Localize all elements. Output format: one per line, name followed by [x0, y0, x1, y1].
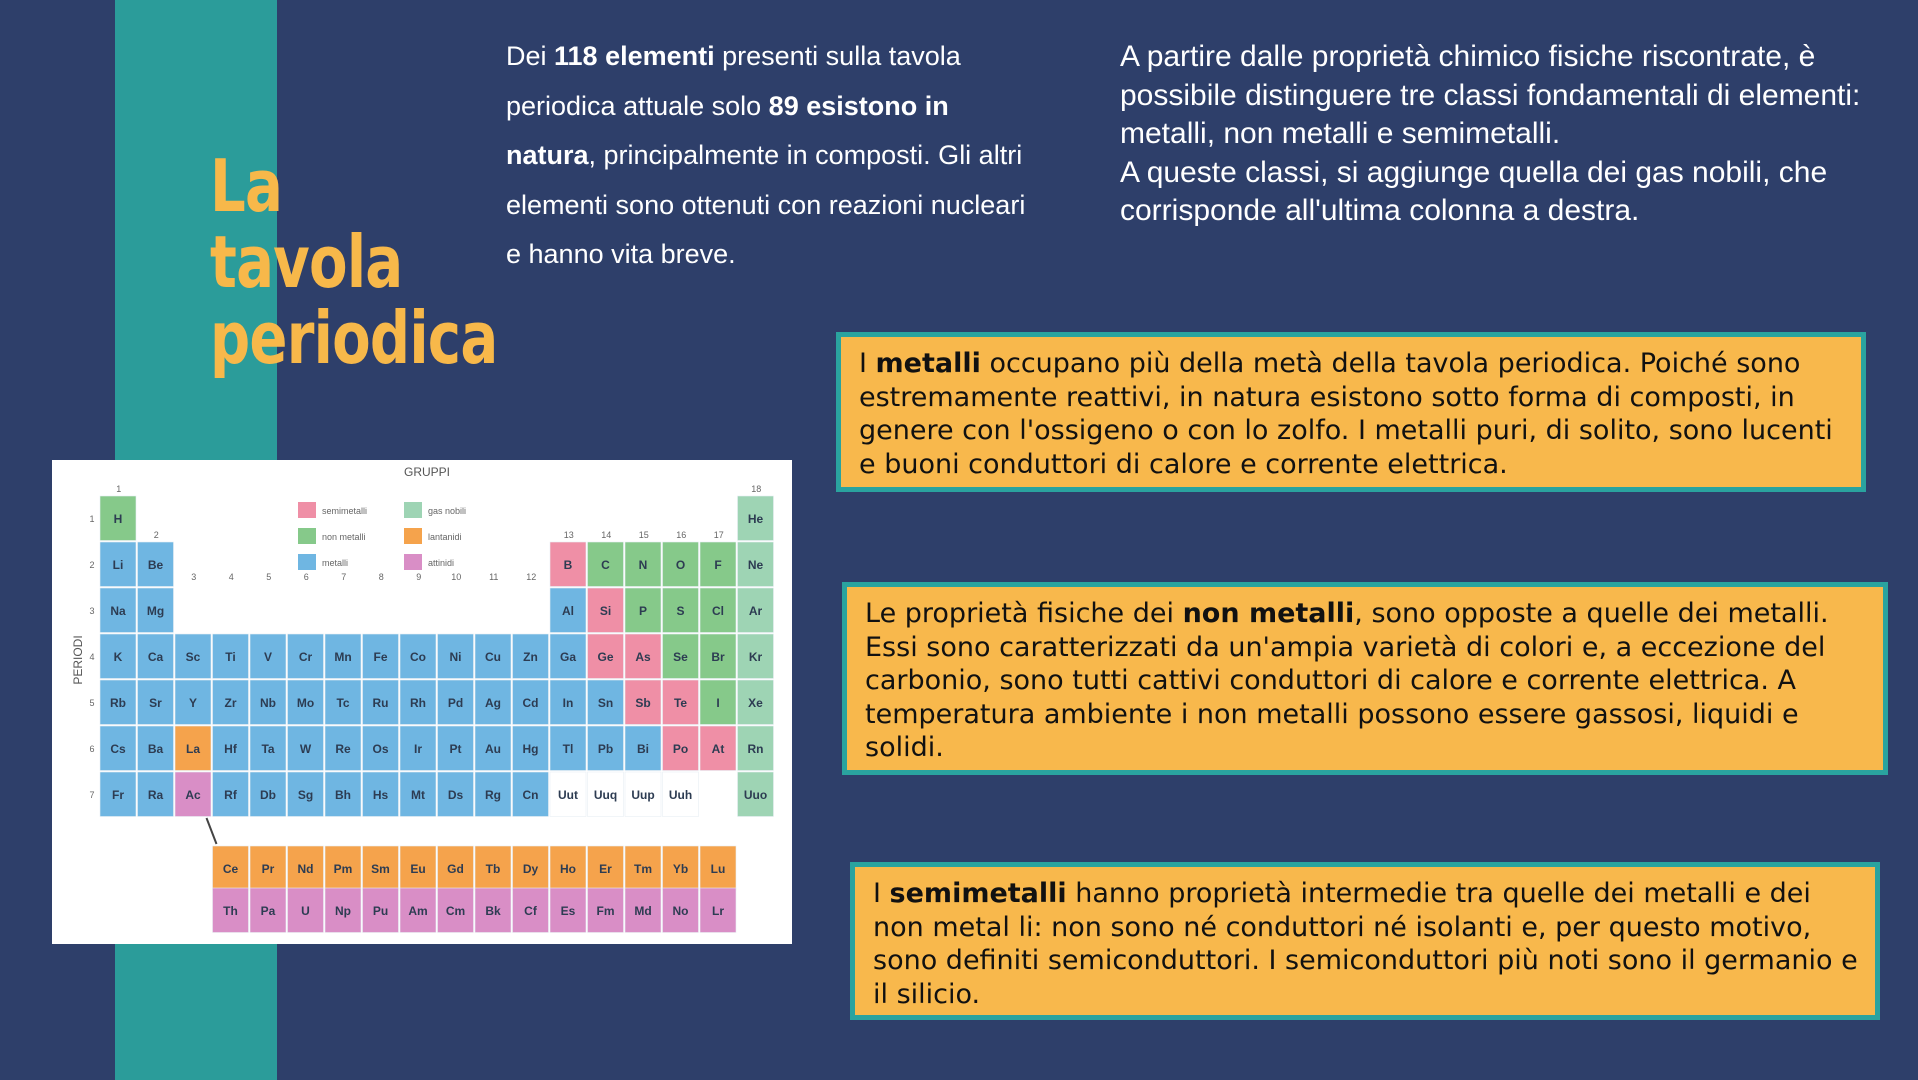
- period-number: 3: [89, 606, 95, 616]
- element-symbol-Ca: Ca: [147, 650, 164, 664]
- element-Te: [663, 680, 699, 725]
- element-Ho: [550, 846, 586, 891]
- element-Al: [550, 588, 586, 633]
- element-symbol-Xe: Xe: [748, 696, 763, 710]
- element-In: [550, 680, 586, 725]
- legend-item: [298, 502, 367, 518]
- element-Ag: [475, 680, 511, 725]
- element-As: [625, 634, 661, 679]
- group-number: 14: [601, 530, 612, 540]
- legend-swatch: [404, 502, 422, 518]
- element-symbol-Na: Na: [110, 604, 126, 618]
- element-Uuq: [588, 772, 624, 817]
- group-number: 3: [191, 572, 197, 582]
- element-symbol-Am: Am: [408, 904, 428, 918]
- element-symbol-Rh: Rh: [410, 696, 426, 710]
- group-number: 1: [116, 484, 122, 494]
- element-symbol-K: K: [113, 650, 123, 664]
- element-Mg: [138, 588, 174, 633]
- element-symbol-Yb: Yb: [672, 862, 689, 876]
- element-Rb: [100, 680, 136, 725]
- element-symbol-Kr: Kr: [748, 650, 763, 664]
- element-symbol-Rn: Rn: [747, 742, 764, 756]
- element-Fm: [588, 888, 624, 933]
- element-symbol-Sr: Sr: [149, 696, 162, 710]
- element-Kr: [738, 634, 774, 679]
- element-symbol-Be: Be: [147, 558, 164, 572]
- element-symbol-Pb: Pb: [597, 742, 614, 756]
- element-symbol-Hf: Hf: [224, 742, 237, 756]
- element-Y: [175, 680, 211, 725]
- legend-item: [298, 528, 366, 544]
- element-symbol-Ar: Ar: [748, 604, 763, 618]
- element-symbol-Hg: Hg: [522, 742, 539, 756]
- element-symbol-S: S: [676, 604, 685, 618]
- element-Eu: [400, 846, 436, 891]
- element-Mn: [325, 634, 361, 679]
- period-number: 4: [89, 652, 95, 662]
- legend-label: semimetalli: [322, 506, 368, 516]
- element-Tc: [325, 680, 361, 725]
- element-symbol-I: I: [716, 696, 720, 710]
- group-number: 12: [526, 572, 537, 582]
- element-Ac: [175, 772, 211, 817]
- element-symbol-Rf: Rf: [224, 788, 237, 802]
- element-symbol-As: As: [635, 650, 651, 664]
- element-Br: [700, 634, 736, 679]
- legend-label: non metalli: [322, 532, 366, 542]
- group-number: 7: [341, 572, 347, 582]
- element-symbol-Db: Db: [260, 788, 276, 802]
- element-Cd: [513, 680, 549, 725]
- element-symbol-Er: Er: [599, 862, 612, 876]
- element-symbol-Fm: Fm: [596, 904, 615, 918]
- element-symbol-U: U: [301, 904, 310, 918]
- element-Ga: [550, 634, 586, 679]
- element-symbol-B: B: [563, 558, 573, 572]
- element-symbol-P: P: [638, 604, 648, 618]
- group-number: 15: [638, 530, 649, 540]
- element-Cs: [100, 726, 136, 771]
- element-symbol-Fr: Fr: [112, 788, 124, 802]
- element-Gd: [438, 846, 474, 891]
- element-symbol-Li: Li: [112, 558, 124, 572]
- element-Hg: [513, 726, 549, 771]
- element-Xe: [738, 680, 774, 725]
- element-symbol-Mg: Mg: [146, 604, 165, 618]
- element-Uuo: [738, 772, 774, 817]
- element-symbol-Sn: Sn: [597, 696, 614, 710]
- element-symbol-Po: Po: [672, 742, 689, 756]
- group-number: 11: [489, 572, 499, 582]
- element-Hs: [363, 772, 399, 817]
- legend-item: [404, 554, 454, 570]
- element-symbol-He: He: [747, 512, 764, 526]
- element-Zr: [213, 680, 249, 725]
- element-H: [100, 496, 136, 541]
- element-O: [663, 542, 699, 587]
- table-axis-label: PERIODI: [71, 635, 85, 685]
- element-symbol-O: O: [675, 558, 686, 572]
- element-S: [663, 588, 699, 633]
- element-symbol-At: At: [711, 742, 725, 756]
- table-legend: [298, 502, 466, 570]
- group-number: 18: [751, 484, 762, 494]
- element-Ta: [250, 726, 286, 771]
- element-Be: [138, 542, 174, 587]
- legend-label: metalli: [322, 558, 349, 568]
- element-symbol-Ce: Ce: [222, 862, 239, 876]
- group-number: 8: [378, 572, 384, 582]
- group-number: 6: [303, 572, 309, 582]
- title-line-2: periodica: [210, 296, 498, 380]
- element-symbol-Sc: Sc: [185, 650, 201, 664]
- group-number: 9: [416, 572, 422, 582]
- legend-item: [404, 528, 462, 544]
- element-symbol-Co: Co: [410, 650, 426, 664]
- element-symbol-Lu: Lu: [710, 862, 726, 876]
- element-Fr: [100, 772, 136, 817]
- group-number: 4: [228, 572, 234, 582]
- element-B: [550, 542, 586, 587]
- element-Cf: [513, 888, 549, 933]
- element-Ce: [213, 846, 249, 891]
- element-Ra: [138, 772, 174, 817]
- legend-swatch: [298, 528, 316, 544]
- element-symbol-Uuo: Uuo: [743, 788, 768, 802]
- element-symbol-Sm: Sm: [371, 862, 390, 876]
- element-Re: [325, 726, 361, 771]
- element-Mt: [400, 772, 436, 817]
- element-symbol-Mt: Mt: [411, 788, 425, 802]
- legend-label: attinidi: [428, 558, 455, 568]
- element-symbol-Cr: Cr: [298, 650, 313, 664]
- group-number: 10: [451, 572, 462, 582]
- element-symbol-Bk: Bk: [485, 904, 501, 918]
- element-symbol-Ta: Ta: [261, 742, 275, 756]
- element-N: [625, 542, 661, 587]
- element-Cm: [438, 888, 474, 933]
- element-Co: [400, 634, 436, 679]
- element-Bk: [475, 888, 511, 933]
- element-symbol-Ac: Ac: [185, 788, 201, 802]
- element-At: [700, 726, 736, 771]
- element-symbol-Mn: Mn: [334, 650, 352, 664]
- element-symbol-Au: Au: [485, 742, 501, 756]
- element-Ti: [213, 634, 249, 679]
- period-number: 2: [89, 560, 95, 570]
- element-Cn: [513, 772, 549, 817]
- element-Tb: [475, 846, 511, 891]
- element-Ge: [588, 634, 624, 679]
- legend-swatch: [404, 554, 422, 570]
- element-symbol-V: V: [263, 650, 273, 664]
- element-symbol-Ir: Ir: [413, 742, 423, 756]
- element-Ir: [400, 726, 436, 771]
- element-symbol-Pa: Pa: [260, 904, 276, 918]
- period-number: 5: [89, 698, 95, 708]
- element-Db: [250, 772, 286, 817]
- element-Lu: [700, 846, 736, 891]
- element-W: [288, 726, 324, 771]
- classes-paragraph: [1120, 38, 1900, 231]
- element-symbol-Ds: Ds: [447, 788, 464, 802]
- element-Pr: [250, 846, 286, 891]
- element-symbol-Ge: Ge: [597, 650, 614, 664]
- element-symbol-Uut: Uut: [558, 788, 578, 802]
- element-Dy: [513, 846, 549, 891]
- element-symbol-Bh: Bh: [335, 788, 351, 802]
- element-symbol-Cl: Cl: [712, 604, 724, 618]
- element-symbol-Tm: Tm: [634, 862, 652, 876]
- element-Po: [663, 726, 699, 771]
- element-symbol-Sb: Sb: [635, 696, 651, 710]
- element-symbol-Br: Br: [711, 650, 725, 664]
- element-Rn: [738, 726, 774, 771]
- element-symbol-Bi: Bi: [637, 742, 649, 756]
- element-symbol-Sg: Sg: [297, 788, 314, 802]
- element-symbol-Pu: Pu: [372, 904, 389, 918]
- element-Ar: [738, 588, 774, 633]
- classes-text-2: A queste classi, si aggiunge quella dei gas nobili, che corrisponde all'ultima colonna a destra.: [1120, 155, 1828, 227]
- legend-swatch: [298, 554, 316, 570]
- element-Am: [400, 888, 436, 933]
- element-symbol-Rb: Rb: [110, 696, 126, 710]
- element-symbol-Tb: Tb: [485, 862, 501, 876]
- legend-item: [404, 502, 466, 518]
- element-Np: [325, 888, 361, 933]
- element-symbol-Dy: Dy: [522, 862, 539, 876]
- element-symbol-Cf: Cf: [524, 904, 537, 918]
- element-symbol-Uup: Uup: [631, 788, 655, 802]
- element-No: [663, 888, 699, 933]
- fblock-connector: [207, 818, 217, 844]
- element-Sr: [138, 680, 174, 725]
- element-Uup: [625, 772, 661, 817]
- group-number: 13: [563, 530, 574, 540]
- element-symbol-Ti: Ti: [225, 650, 236, 664]
- element-symbol-Ga: Ga: [559, 650, 577, 664]
- element-I: [700, 680, 736, 725]
- legend-swatch: [298, 502, 316, 518]
- element-Mo: [288, 680, 324, 725]
- period-number: 1: [89, 514, 95, 524]
- element-K: [100, 634, 136, 679]
- group-number: 17: [713, 530, 724, 540]
- element-Tl: [550, 726, 586, 771]
- element-Tm: [625, 846, 661, 891]
- element-Bi: [625, 726, 661, 771]
- element-symbol-Eu: Eu: [410, 862, 426, 876]
- group-number: 5: [266, 572, 272, 582]
- element-symbol-Lr: Lr: [712, 904, 724, 918]
- element-symbol-Zr: Zr: [224, 696, 237, 710]
- element-La: [175, 726, 211, 771]
- element-Pm: [325, 846, 361, 891]
- element-Os: [363, 726, 399, 771]
- period-number: 6: [89, 744, 95, 754]
- element-Cu: [475, 634, 511, 679]
- element-symbol-Th: Th: [223, 904, 238, 918]
- element-symbol-Cn: Cn: [522, 788, 539, 802]
- element-symbol-Ne: Ne: [747, 558, 764, 572]
- element-symbol-N: N: [638, 558, 648, 572]
- metals-box: I metalli occupano più della metà della tavola periodica. Poiché sono estremamente reattivi, in natura esistono sotto forma di composti, in genere con l'ossigeno o con lo zolfo. I metalli puri, di solito, sono lucenti e buoni conduttori di calore e corrente elettrica.: [836, 332, 1866, 492]
- periodic-table-image: [52, 460, 792, 944]
- element-Ru: [363, 680, 399, 725]
- element-Th: [213, 888, 249, 933]
- element-Yb: [663, 846, 699, 891]
- element-Sg: [288, 772, 324, 817]
- element-Cr: [288, 634, 324, 679]
- element-symbol-Ru: Ru: [372, 696, 389, 710]
- element-Sm: [363, 846, 399, 891]
- element-symbol-Gd: Gd: [447, 862, 464, 876]
- element-Sc: [175, 634, 211, 679]
- element-symbol-Tc: Tc: [336, 696, 350, 710]
- element-symbol-Ba: Ba: [147, 742, 164, 756]
- element-symbol-Cu: Cu: [485, 650, 501, 664]
- element-symbol-C: C: [601, 558, 610, 572]
- element-symbol-Pm: Pm: [333, 862, 353, 876]
- element-symbol-Os: Os: [372, 742, 389, 756]
- element-symbol-Pr: Pr: [261, 862, 275, 876]
- element-Sn: [588, 680, 624, 725]
- intro-paragraph: Dei 118 elementi presenti sulla tavola periodica attuale solo 89 esistono in natura, principalmente in composti. Gli altri elementi sono ottenuti con reazioni nucleari e hanno vita breve.: [506, 41, 1026, 269]
- element-He: [738, 496, 774, 541]
- element-Pu: [363, 888, 399, 933]
- period-number: 7: [89, 790, 95, 800]
- element-Zn: [513, 634, 549, 679]
- element-U: [288, 888, 324, 933]
- element-Fe: [363, 634, 399, 679]
- element-Md: [625, 888, 661, 933]
- element-symbol-Se: Se: [673, 650, 688, 664]
- element-Nb: [250, 680, 286, 725]
- element-Li: [100, 542, 136, 587]
- element-C: [588, 542, 624, 587]
- element-Se: [663, 634, 699, 679]
- element-Rf: [213, 772, 249, 817]
- legend-item: [298, 554, 348, 570]
- element-Pb: [588, 726, 624, 771]
- element-symbol-Hs: Hs: [372, 788, 389, 802]
- element-symbol-Te: Te: [673, 696, 688, 710]
- table-title: GRUPPI: [403, 465, 451, 479]
- element-symbol-Fe: Fe: [373, 650, 388, 664]
- semimetals-box: I semimetalli hanno proprietà intermedie tra quelle dei metalli e dei non metal li: non sono né conduttori né isolanti e, per questo motivo, sono definiti semiconduttori. I semiconduttori più noti sono il germanio e il silicio.: [850, 862, 1880, 1020]
- element-Uut: [550, 772, 586, 817]
- element-symbol-Cs: Cs: [110, 742, 126, 756]
- element-Rg: [475, 772, 511, 817]
- element-symbol-Uuq: Uuq: [593, 788, 618, 802]
- element-Rh: [400, 680, 436, 725]
- element-Hf: [213, 726, 249, 771]
- element-Cl: [700, 588, 736, 633]
- element-Ca: [138, 634, 174, 679]
- element-symbol-Nd: Nd: [297, 862, 314, 876]
- element-symbol-F: F: [714, 558, 722, 572]
- element-symbol-W: W: [299, 742, 312, 756]
- element-Nd: [288, 846, 324, 891]
- page-title: [210, 144, 498, 380]
- element-Pt: [438, 726, 474, 771]
- element-symbol-Ni: Ni: [449, 650, 462, 664]
- element-symbol-No: No: [672, 904, 689, 918]
- element-symbol-Ag: Ag: [485, 696, 501, 710]
- element-Lr: [700, 888, 736, 933]
- legend-swatch: [404, 528, 422, 544]
- element-symbol-Es: Es: [560, 904, 576, 918]
- element-Er: [588, 846, 624, 891]
- nonmetals-box: Le proprietà fisiche dei non metalli, sono opposte a quelle dei metalli. Essi sono caratterizzati da un'ampia varietà di colori e, a eccezione del carbonio, sono tutti cattivi conduttori di calore e corrente elettrica. A temperatura ambiente i non metalli possono essere gassosi, liquidi e solidi.: [842, 582, 1888, 775]
- element-Na: [100, 588, 136, 633]
- element-symbol-Cd: Cd: [522, 696, 539, 710]
- element-symbol-Mo: Mo: [296, 696, 315, 710]
- classes-text-1: A partire dalle proprietà chimico fisiche riscontrate, è possibile distinguere tre classi fondamentali di elementi: metalli, non metalli e semimetalli.: [1120, 40, 1861, 150]
- element-Ne: [738, 542, 774, 587]
- element-Pd: [438, 680, 474, 725]
- periodic-table-svg: [52, 460, 792, 944]
- element-P: [625, 588, 661, 633]
- element-symbol-Pt: Pt: [449, 742, 462, 756]
- element-symbol-Ho: Ho: [560, 862, 576, 876]
- element-symbol-Al: Al: [562, 604, 574, 618]
- legend-label: gas nobili: [428, 506, 467, 516]
- element-Bh: [325, 772, 361, 817]
- element-Ds: [438, 772, 474, 817]
- element-Ni: [438, 634, 474, 679]
- element-symbol-Re: Re: [335, 742, 351, 756]
- element-symbol-Uuh: Uuh: [668, 788, 693, 802]
- element-Es: [550, 888, 586, 933]
- element-F: [700, 542, 736, 587]
- element-symbol-Si: Si: [599, 604, 612, 618]
- title-line-1: La tavola: [210, 144, 403, 304]
- group-number: 2: [153, 530, 159, 540]
- element-symbol-Cm: Cm: [445, 904, 466, 918]
- element-symbol-Zn: Zn: [523, 650, 538, 664]
- group-number: 16: [676, 530, 687, 540]
- element-V: [250, 634, 286, 679]
- element-Si: [588, 588, 624, 633]
- element-symbol-La: La: [185, 742, 201, 756]
- element-Uuh: [663, 772, 699, 817]
- element-Pa: [250, 888, 286, 933]
- element-symbol-Rg: Rg: [485, 788, 501, 802]
- element-symbol-Nb: Nb: [260, 696, 276, 710]
- element-Sb: [625, 680, 661, 725]
- element-symbol-Tl: Tl: [562, 742, 574, 756]
- element-symbol-Md: Md: [634, 904, 652, 918]
- legend-label: lantanidi: [428, 532, 462, 542]
- element-symbol-Pd: Pd: [447, 696, 464, 710]
- element-symbol-Np: Np: [335, 904, 351, 918]
- element-symbol-Y: Y: [188, 696, 198, 710]
- element-Au: [475, 726, 511, 771]
- element-symbol-In: In: [562, 696, 574, 710]
- element-symbol-H: H: [113, 512, 123, 526]
- element-symbol-Ra: Ra: [147, 788, 164, 802]
- element-Ba: [138, 726, 174, 771]
